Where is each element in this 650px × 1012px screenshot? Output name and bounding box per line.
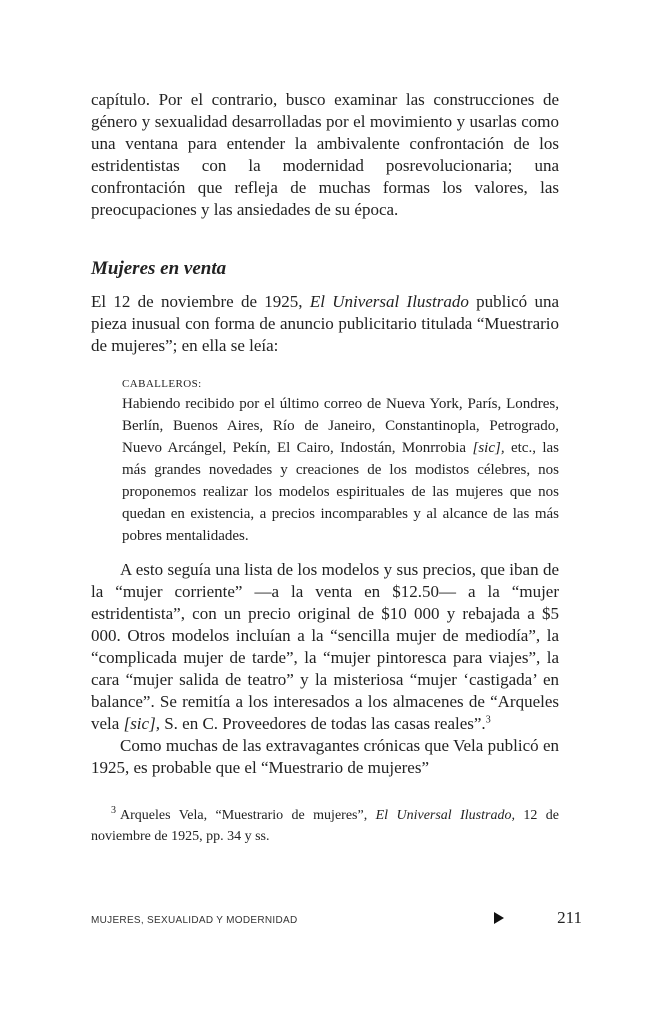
footnote	[91, 805, 559, 847]
page-footer	[91, 908, 582, 932]
paragraph-3-text-b: S. en C. Proveedores de todas las casas reales”.	[159, 714, 486, 733]
paragraph-1: capítulo. Por el contrario, busco examinar las construcciones de género y sexualidad desarrolladas por el movimiento y usarlas como una ventana para entender la ambivalente confrontación de los estridentistas con la modernidad posrevolucionaria; una confrontación que refleja de muchas formas los valores, las preocupaciones y las ansiedades de su época.	[91, 90, 559, 219]
page-body	[91, 89, 559, 847]
quote-text-a: Habiendo recibido por el último correo de Nueva York, París, Londres, Berlín, Buenos Aires, Río de Janeiro, Constantinopla, Petrogrado, Nuevo Arcángel, Pekín, El Cairo, Indostán, Monrrobia	[122, 396, 559, 456]
paragraph-3-text-a: A esto seguía una lista de los modelos y sus precios, que iban de la “mujer corriente” —a la venta en $12.50— a la “mujer estridentista”, con un precio original de $10 000 y rebajada a $5 000. Otros modelos incluían a la “sencilla mujer de mediodía”, la “complicada mujer de tarde”, la “mujer pintoresca para viajes”, la cara “mujer salida de teatro” y la misteriosa “mujer ‘castigada’ en balance”. Se remitía a los interesados a los almacenes de “Arqueles vela	[91, 560, 559, 733]
block-quote	[122, 375, 559, 547]
paragraph-3	[91, 559, 559, 735]
paragraph-4: Como muchas de las extravagantes crónicas que Vela publicó en 1925, es probable que el “Muestrario de mujeres”	[91, 736, 559, 777]
footnote-text-a: Arqueles Vela, “Muestrario de mujeres”,	[120, 808, 376, 823]
footnote-number: 3	[111, 805, 116, 817]
page-number: 211	[557, 908, 582, 927]
paragraph-2	[91, 291, 559, 357]
section-heading: Mujeres en venta	[91, 258, 227, 279]
footnote-publication: El Universal Ilustrado,	[375, 808, 515, 823]
running-head: MUJERES, SEXUALIDAD Y MODERNIDAD	[91, 915, 298, 926]
footnote-reference[interactable]: 3	[485, 714, 491, 726]
publication-title: El Universal Ilustrado	[309, 292, 469, 311]
paragraph-3-sic: [sic],	[123, 714, 160, 733]
footnote-text-b: 12 de noviembre de 1925, pp. 34 y ss.	[91, 808, 559, 844]
right-arrow-icon	[494, 912, 504, 924]
paragraph-2-text-b: publicó una pieza inusual con forma de anuncio publicitario titulada “Muestrario de mujeres”; en ella se leía:	[91, 292, 559, 355]
quote-salutation: CABALLEROS:	[122, 378, 202, 390]
paragraph-2-text-a: El 12 de noviembre de 1925,	[91, 292, 310, 311]
quote-sic: [sic],	[472, 440, 505, 456]
quote-text-b: etc., las más grandes novedades y creaciones de los modistos célebres, nos proponemos realizar los modelos espirituales de las mujeres que nos quedan en existencia, a precios incomparables y al alcance de las más pobres mentalidades.	[122, 440, 559, 544]
